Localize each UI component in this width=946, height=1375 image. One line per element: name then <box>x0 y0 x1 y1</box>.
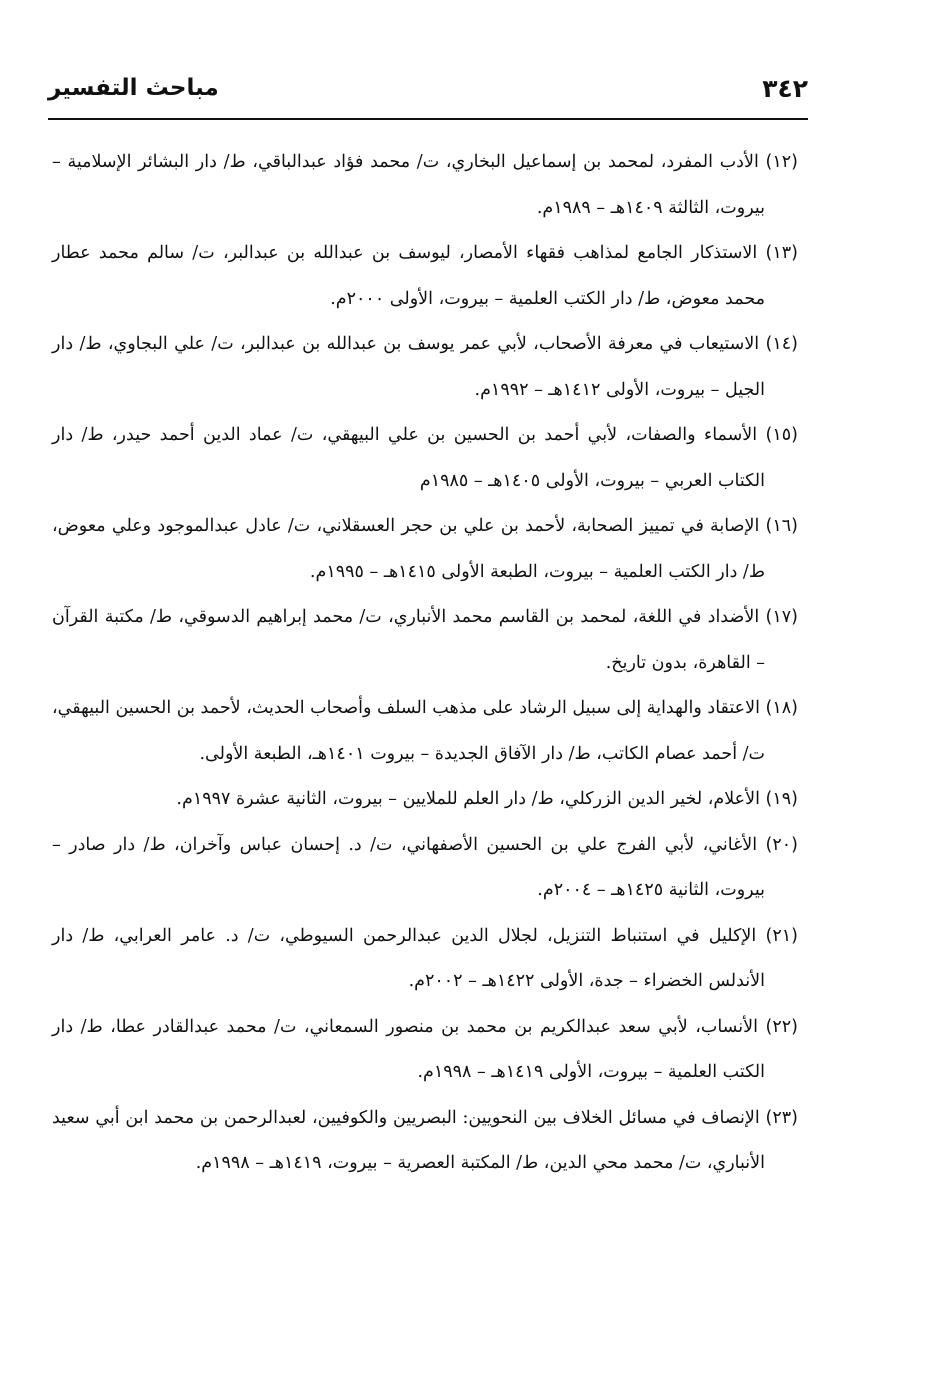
entry-text: الأنساب، لأبي سعد عبدالكريم بن محمد بن منصور السمعاني، ت/ محمد عبدالقادر عطا، ط/ دار الكتب العلمية – بيروت، الأولى ١٤١٩هـ – ١٩٩٨م. <box>52 1016 765 1082</box>
entry-text: الإصابة في تمييز الصحابة، لأحمد بن علي بن حجر العسقلاني، ت/ عادل عبدالموجود وعلي معوض، ط/ دار الكتب العلمية – بيروت، الطبعة الأولى ١٤١٥هـ – ١٩٩٥م. <box>52 516 765 582</box>
bibliography-entry <box>52 1005 798 1096</box>
bibliography-entry <box>52 823 798 914</box>
entry-text: الاعتقاد والهداية إلى سبيل الرشاد على مذهب السلف وأصحاب الحديث، لأحمد بن الحسين البيهقي، ت/ أحمد عصام الكاتب، ط/ دار الآفاق الجديدة – بيروت ١٤٠١هـ، الطبعة الأولى. <box>52 698 765 764</box>
page-number: ٣٤٢ <box>762 73 808 103</box>
bibliography-entry <box>52 1096 798 1187</box>
bibliography-entry <box>52 504 798 595</box>
entry-text: الإكليل في استنباط التنزيل، لجلال الدين عبدالرحمن السيوطي، ت/ د. عامر العرابي، ط/ دار الأندلس الخضراء – جدة، الأولى ١٤٢٢هـ – ٢٠٠٢م. <box>52 925 765 991</box>
entry-text: الأضداد في اللغة، لمحمد بن القاسم محمد الأنباري، ت/ محمد إبراهيم الدسوقي، ط/ مكتبة القرآن – القاهرة، بدون تاريخ. <box>52 607 765 673</box>
bibliography-entry <box>52 322 798 413</box>
bibliography-entry <box>52 777 798 823</box>
entry-number: (١٢) <box>765 152 798 172</box>
book-title: مباحث التفسير <box>48 75 219 101</box>
entry-number: (١٩) <box>765 789 798 809</box>
running-header <box>48 68 808 108</box>
entry-text: الإنصاف في مسائل الخلاف بين النحويين: البصريين والكوفيين، لعبدالرحمن بن محمد ابن أبي سعيد الأنباري، ت/ محمد محي الدين، ط/ المكتبة العصرية – بيروت، ١٤١٩هـ – ١٩٩٨م. <box>52 1107 765 1173</box>
entry-number: (٢٠) <box>765 834 798 855</box>
entry-number: (٢٣) <box>765 1107 798 1128</box>
entry-number: (١٤) <box>765 334 798 354</box>
entry-number: (١٦) <box>765 516 798 536</box>
entry-text: الأدب المفرد، لمحمد بن إسماعيل البخاري، ت/ محمد فؤاد عبدالباقي، ط/ دار البشائر الإسلامية – بيروت، الثالثة ١٤٠٩هـ – ١٩٨٩م. <box>52 152 765 218</box>
entry-text: الأعلام، لخير الدين الزركلي، ط/ دار العلم للملايين – بيروت، الثانية عشرة ١٩٩٧م. <box>176 789 760 809</box>
entry-text: الاستيعاب في معرفة الأصحاب، لأبي عمر يوسف بن عبدالله بن عبدالبر، ت/ علي البجاوي، ط/ دار الجيل – بيروت، الأولى ١٤١٢هـ – ١٩٩٢م. <box>52 334 765 400</box>
bibliography-entry <box>52 413 798 504</box>
entry-number: (١٧) <box>765 607 798 627</box>
entry-number: (١٣) <box>765 243 798 263</box>
bibliography-list <box>52 140 798 1187</box>
entry-text: الاستذكار الجامع لمذاهب فقهاء الأمصار، ليوسف بن عبدالله بن عبدالبر، ت/ سالم محمد عطار محمد معوض، ط/ دار الكتب العلمية – بيروت، الأولى ٢٠٠٠م. <box>52 243 765 309</box>
bibliography-entry <box>52 595 798 686</box>
header-rule <box>48 118 808 120</box>
bibliography-entry <box>52 231 798 322</box>
entry-number: (١٨) <box>765 698 798 718</box>
bibliography-entry <box>52 140 798 231</box>
entry-text: الأغاني، لأبي الفرج علي بن الحسين الأصفهاني، ت/ د. إحسان عباس وآخران، ط/ دار صادر – بيروت، الثانية ١٤٢٥هـ – ٢٠٠٤م. <box>52 834 765 900</box>
entry-text: الأسماء والصفات، لأبي أحمد بن الحسين بن علي البيهقي، ت/ عماد الدين أحمد حيدر، ط/ دار الكتاب العربي – بيروت، الأولى ١٤٠٥هـ – ١٩٨٥م <box>52 425 765 491</box>
entry-number: (١٥) <box>765 425 798 445</box>
bibliography-entry <box>52 914 798 1005</box>
bibliography-entry <box>52 686 798 777</box>
entry-number: (٢١) <box>765 925 798 946</box>
entry-number: (٢٢) <box>765 1016 798 1037</box>
